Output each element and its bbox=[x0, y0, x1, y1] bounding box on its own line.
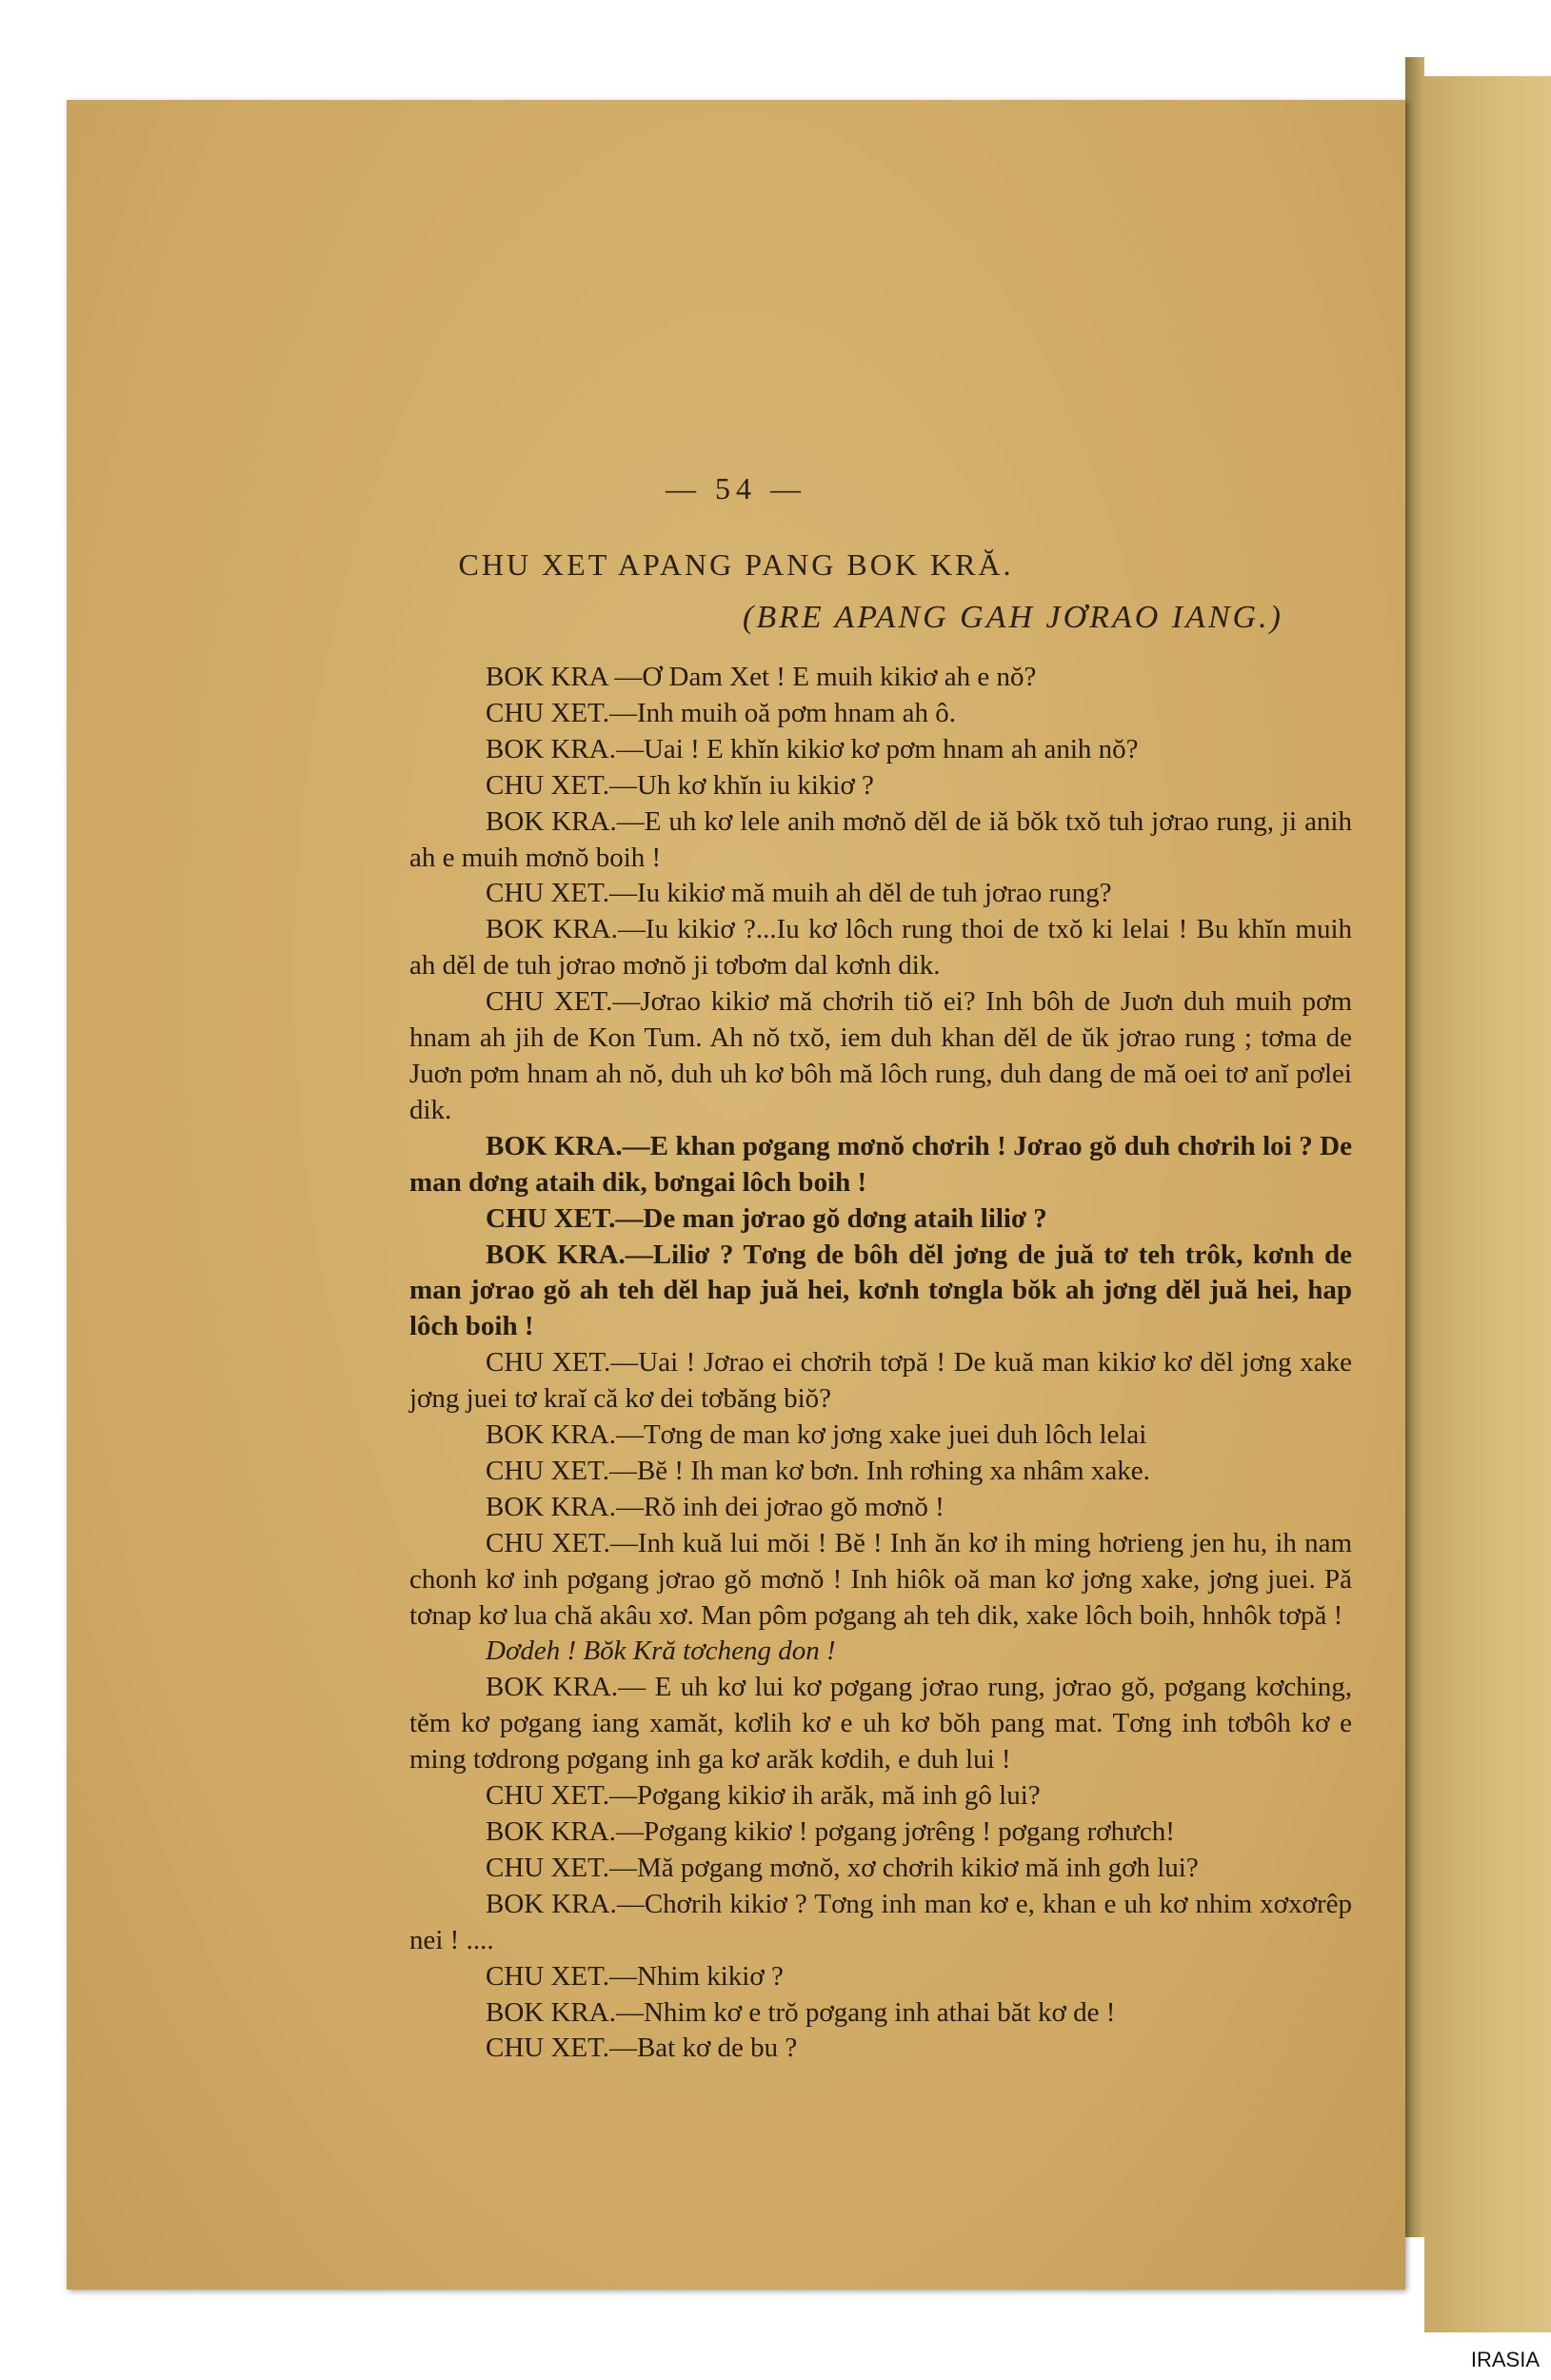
page-fold-shadow bbox=[1405, 57, 1424, 2237]
paragraph: BOK KRA.—Iu kikiơ ?...Iu kơ lôch rung thoi de txŏ ki lelai ! Bu khĭn muih ah dĕl de tuh jơrao mơnŏ ji tơbơm dal kơnh dik. bbox=[409, 914, 1352, 982]
paragraph: BOK KRA.— E uh kơ lui kơ pơgang jơrao rung, jơrao gŏ, pơgang kơching, tĕm kơ pơgang iang xamăt, kơlih kơ e uh kơ bŏh pang mat. Tơng inh tơbôh kơ e ming tơdrong pơgang inh ga kơ arăk kơdih, e duh lui ! bbox=[409, 1672, 1352, 1775]
paragraph: CHU XET.—Iu kikiơ mă muih ah dĕl de tuh jơrao rung? bbox=[486, 878, 1112, 909]
paragraph: CHU XET.—Inh kuă lui mŏi ! Bĕ ! Inh ăn kơ ih ming hơrieng jen hu, ih nam chonh kơ inh pơgang jơrao gŏ mơnŏ ! Inh hiôk oă man kơ jơng xake, jơng juei. Pă tơnap kơ lua chă akâu xơ. Man pôm pơgang ah teh dik, xake lôch boih, hnhôk tơpă ! bbox=[409, 1527, 1352, 1631]
paragraph: BOK KRA.—Liliơ ? Tơng de bôh dĕl jơng de juă tơ teh trôk, kơnh de man jơrao gŏ ah teh dĕl hap juă hei, kơnh tơngla bŏk ah jơng dĕl juă hei, hap lôch boih ! bbox=[409, 1239, 1352, 1342]
paragraph: CHU XET.—Pơgang kikiơ ih arăk, mă inh gô lui? bbox=[486, 1780, 1041, 1812]
paragraph: BOK KRA.—Chơrih kikiơ ? Tơng inh man kơ e, khan e uh kơ nhim xơxơrêp nei ! .... bbox=[409, 1888, 1352, 1955]
page-subtitle: (BRE APANG GAH JƠRAO IANG.) bbox=[743, 600, 1283, 635]
paragraph: CHU XET.—Bat kơ de bu ? bbox=[486, 2033, 798, 2064]
paragraph: CHU XET.—Jơrao kikiơ mă chơrih tiŏ ei? Inh bôh de Juơn duh muih pơm hnam ah jih de Kon Tum. Ah nŏ txŏ, iem duh khan dĕl de ŭk jơrao rung ; tơma de Juơn pơm hnam ah nŏ, duh uh kơ bôh mă lôch rung, duh dang de mă oei tơ anĭ pơlei dik. bbox=[409, 986, 1352, 1125]
paragraph: BOK KRA.—E uh kơ lele anih mơnŏ dĕl de iă bŏk txŏ tuh jơrao rung, ji anih ah e muih mơnŏ boih ! bbox=[409, 805, 1352, 873]
document-page bbox=[67, 100, 1405, 2290]
paragraph: CHU XET.—Nhim kikiơ ? bbox=[486, 1960, 784, 1992]
paragraph: BOK KRA.—Nhim kơ e trŏ pơgang inh athai băt kơ de ! bbox=[486, 1996, 1116, 2028]
paragraph: CHU XET.—Bĕ ! Ih man kơ bơn. Inh rơhing xa nhâm xake. bbox=[486, 1455, 1150, 1486]
paragraph: BOK KRA —Ơ Dam Xet ! E muih kikiơ ah e nŏ? bbox=[486, 662, 1037, 692]
paragraph: BOK KRA.—Rŏ inh dei jơrao gŏ mơnŏ ! bbox=[486, 1491, 945, 1522]
page-number: — 54 — bbox=[666, 471, 806, 506]
paragraph: CHU XET.—Inh muih oă pơm hnam ah ô. bbox=[486, 697, 957, 728]
page-title: CHU XET APANG PANG BOK KRĂ. bbox=[458, 547, 1014, 582]
adjacent-page-edge bbox=[1424, 76, 1551, 2332]
paragraph: CHU XET.—Uh kơ khĭn iu kikiơ ? bbox=[486, 769, 874, 801]
body-text bbox=[409, 660, 1352, 2067]
paragraph: CHU XET.—Uai ! Jơrao ei chơrih tơpă ! De kuă man kikiơ kơ dĕl jơng xake jơng juei tơ kraĭ că kơ dei tơbăng biŏ? bbox=[409, 1347, 1352, 1415]
paragraph: BOK KRA.—E khan pơgang mơnŏ chơrih ! Jơrao gŏ duh chơrih loi ? De man dơng ataih dik, bơngai lôch boih ! bbox=[409, 1130, 1352, 1198]
paragraph: BOK KRA.—Tơng de man kơ jơng xake juei duh lôch lelai bbox=[486, 1419, 1147, 1451]
paragraph: CHU XET.—De man jơrao gŏ dơng ataih liliơ ? bbox=[486, 1202, 1047, 1234]
paragraph: BOK KRA.—Uai ! E khĭn kikiơ kơ pơm hnam ah anih nŏ? bbox=[486, 733, 1139, 764]
paragraph: BOK KRA.—Pơgang kikiơ ! pơgang jơrêng ! pơgang rơhưch! bbox=[486, 1816, 1175, 1847]
watermark: IRASIA bbox=[1470, 2348, 1540, 2371]
paragraph: Dơdeh ! Bŏk Kră tơcheng don ! bbox=[486, 1636, 836, 1667]
paragraph: CHU XET.—Mă pơgang mơnŏ, xơ chơrih kikiơ mă inh gơh lui? bbox=[486, 1852, 1199, 1883]
